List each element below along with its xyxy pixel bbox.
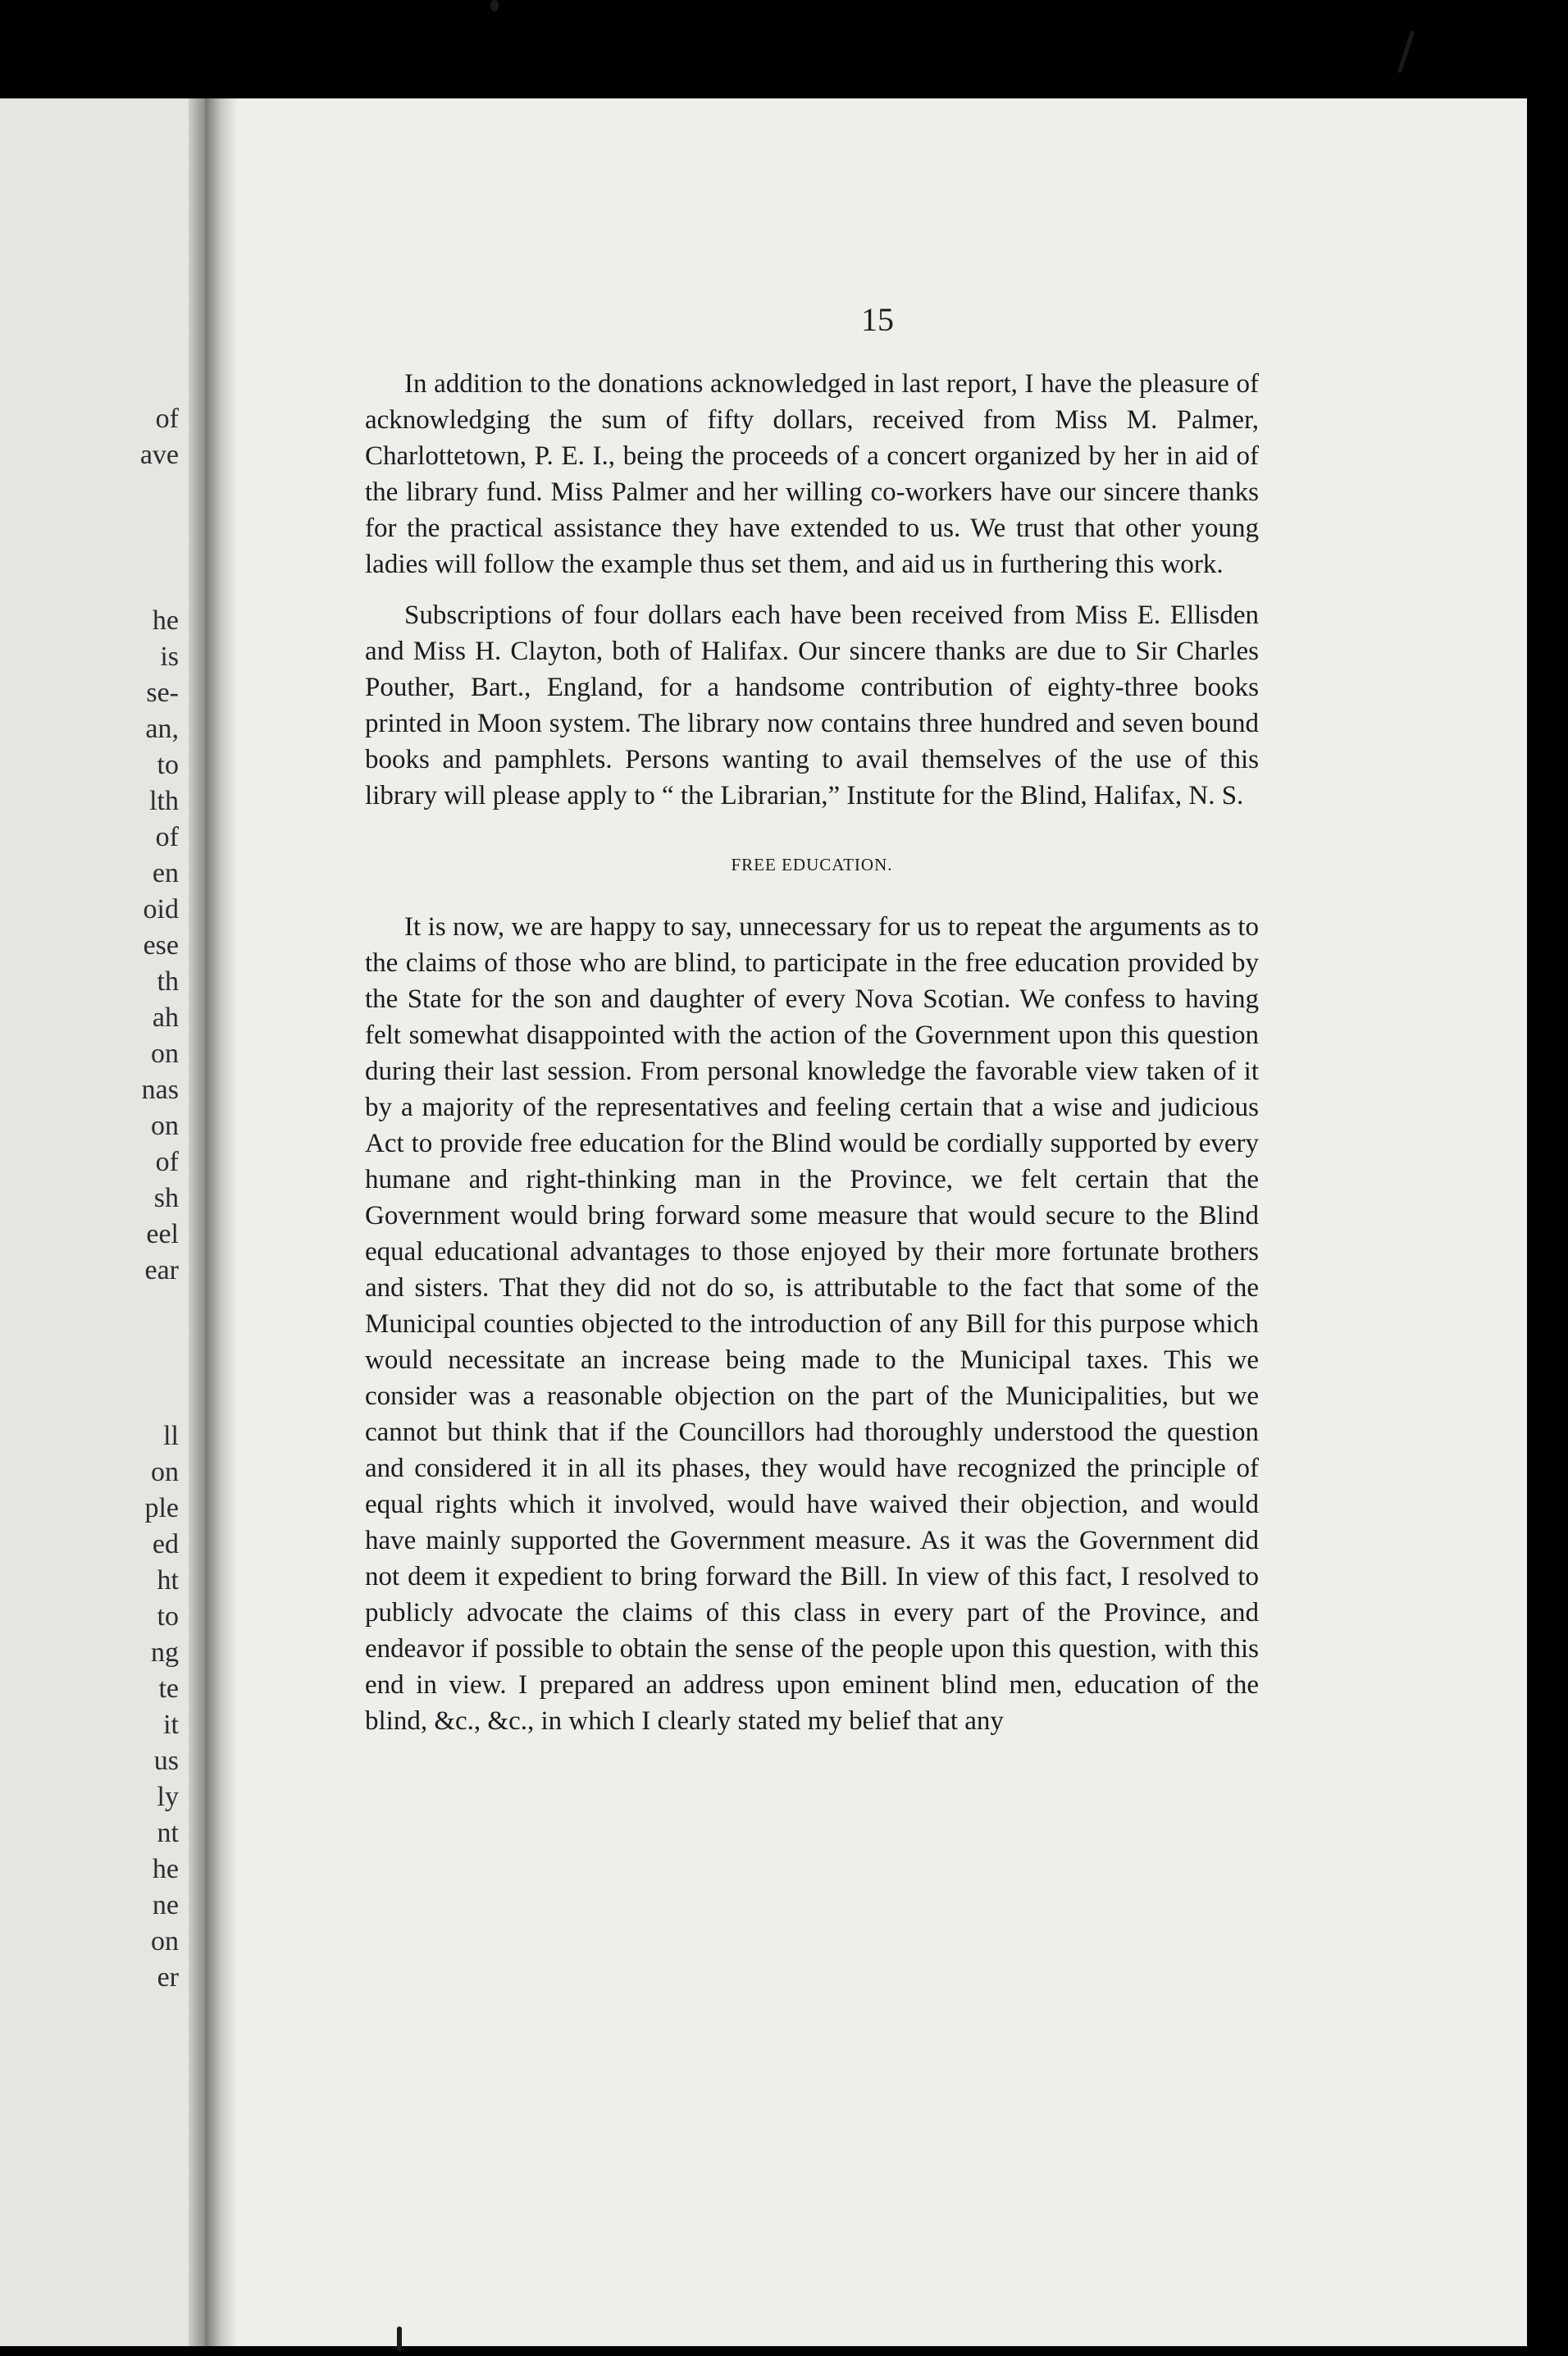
left-fragment: ll xyxy=(163,1421,179,1451)
left-page-edge xyxy=(0,98,205,2346)
paragraph: Subscriptions of four dollars each have been received from Miss E. Ellisden and Miss H. Clayton, both of Halifax. Our sincere thanks are due to Sir Charles Pouther, Bart., England, for a handsome contribution of eighty-three books printed in Moon system. The library now contains three hundred and seven bound books and pamphlets. Persons wanting to avail themselves of the use of this library will please apply to “ the Librarian,” Institute for the Blind, Halifax, N. S. xyxy=(365,600,1259,810)
page-spine-shadow xyxy=(205,98,238,2346)
left-fragment: ng xyxy=(151,1637,179,1668)
left-fragment: on xyxy=(151,1039,179,1069)
page-number: 15 xyxy=(861,301,894,338)
left-fragment: us xyxy=(153,1746,179,1776)
left-fragment: ly xyxy=(157,1782,179,1812)
left-fragment: ese xyxy=(143,930,179,961)
section-heading: FREE EDUCATION. xyxy=(731,855,893,874)
left-fragment: nas xyxy=(141,1075,179,1105)
left-fragment: of xyxy=(155,1147,179,1177)
left-fragment: on xyxy=(151,1457,179,1487)
left-fragment: ave xyxy=(139,440,179,470)
left-fragment: ne xyxy=(152,1890,179,1920)
scan-speck xyxy=(490,0,499,11)
left-fragment: on xyxy=(151,1111,179,1141)
left-fragment: he xyxy=(152,1854,179,1884)
left-fragment: to xyxy=(157,1601,179,1632)
left-fragment: en xyxy=(152,858,179,888)
left-fragment: of xyxy=(155,822,179,852)
page-body xyxy=(365,366,1259,1754)
left-fragment: th xyxy=(157,966,179,997)
left-fragment: ple xyxy=(144,1493,179,1523)
left-fragment: sh xyxy=(153,1183,179,1213)
left-fragment: ht xyxy=(157,1565,179,1596)
left-fragment: oid xyxy=(143,894,179,925)
left-fragment: ed xyxy=(152,1529,179,1559)
right-page xyxy=(205,98,1527,2346)
left-fragment: of xyxy=(155,404,179,434)
left-fragment: on xyxy=(151,1926,179,1956)
left-fragment: an, xyxy=(145,714,179,744)
scan-speck xyxy=(397,2326,402,2351)
left-fragment: he xyxy=(152,605,179,636)
left-fragment: it xyxy=(163,1710,179,1740)
left-fragment: lth xyxy=(149,786,179,816)
paragraph: It is now, we are happy to say, unnecessary for us to repeat the arguments as to the claims of those who are blind, to participate in the free education provided by the State for the son and daughter of every Nova Scotian. We confess to having felt somewhat disappointed with the action of the Government upon this question during their last session. From personal knowledge the favorable view taken of it by a majority of the representatives and feeling certain that a wise and judicious Act to provide free education for the Blind would be cordially supported by every humane and right-thinking man in the Province, we felt certain that the Government would bring forward some measure that would secure to the Blind equal educational advantages to those enjoyed by their more fortunate brothers and sisters. That they did not do so, is attributable to the fact that some of the Municipal counties objected to the introduction of any Bill for this purpose which would necessitate an increase being made to the Municipal taxes. This we consider was a reasonable objection on the part of the Municipalities, but we cannot but think that if the Councillors had thoroughly understood the question and considered it in all its phases, they would have recognized the principle of equal rights which it involved, would have waived their objection, and would have mainly supported the Government measure. As it was the Government did not deem it expedient to bring forward the Bill. In view of this fact, I resolved to publicly advocate the claims of this class in every part of the Province, and endeavor if possible to obtain the sense of the people upon this question, with this end in view. I prepared an address upon eminent blind men, education of the blind, &c., &c., in which I clearly stated my belief that any xyxy=(365,912,1259,1736)
left-fragment: ear xyxy=(144,1255,179,1285)
scan-speck xyxy=(1397,30,1415,74)
left-fragment: se- xyxy=(146,678,179,708)
left-fragment: nt xyxy=(157,1818,179,1848)
paragraph: In addition to the donations acknowledged in last report, I have the pleasure of acknowledging the sum of fifty dollars, received from Miss M. Palmer, Charlottetown, P. E. I., being the proceeds of a concert organized by her in aid of the library fund. Miss Palmer and her willing co-workers have our sincere thanks for the practical assistance they have extended to us. We trust that other young ladies will follow the example thus set them, and aid us in furthering this work. xyxy=(365,369,1259,579)
left-fragment: te xyxy=(158,1673,179,1704)
left-fragment: to xyxy=(157,750,179,780)
left-fragment: eel xyxy=(146,1219,179,1249)
left-fragment: er xyxy=(157,1962,179,1993)
left-fragment: ah xyxy=(152,1002,179,1033)
left-fragment: is xyxy=(160,642,179,672)
book-gutter xyxy=(189,98,205,2346)
